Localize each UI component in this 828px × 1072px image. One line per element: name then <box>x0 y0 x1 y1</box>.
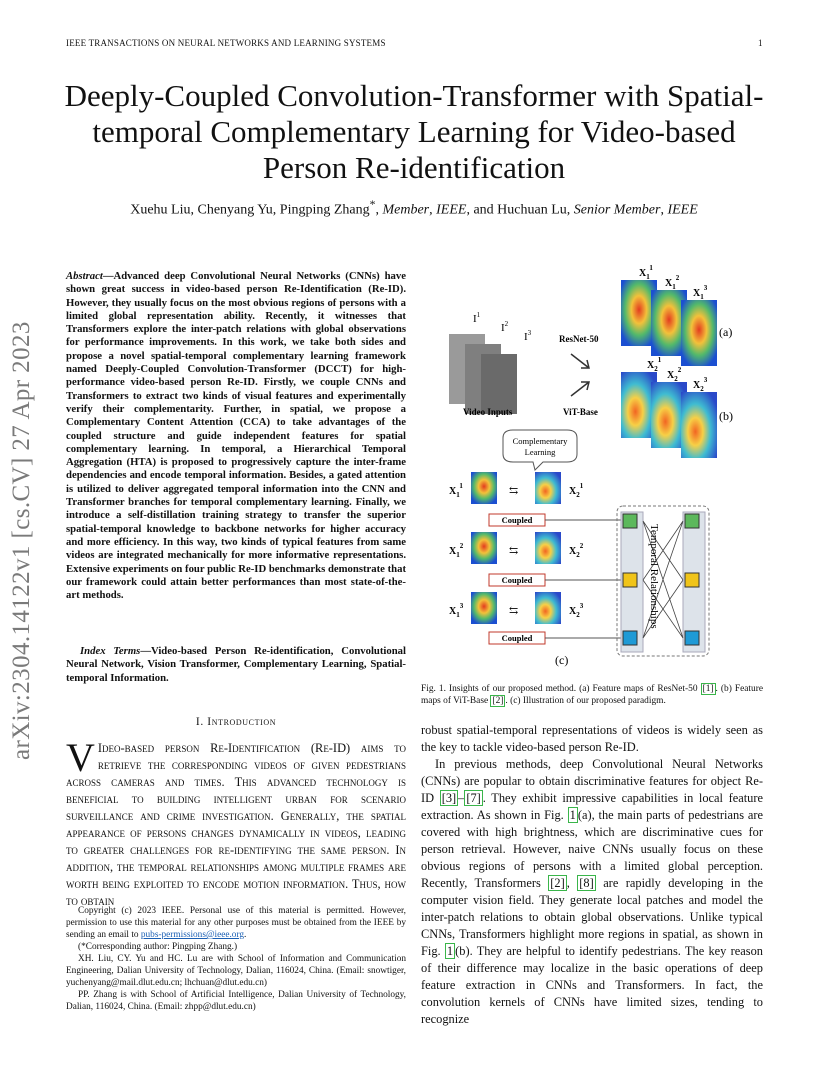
x13-label: $X_1^3$ <box>693 284 708 301</box>
frame-label-1: $I^1$ <box>473 311 481 325</box>
text-run: are rapidly developing in the computer vision field. They generate local patches and model the inter-patch relations to obtain global observations. Unlike typical CNNs, Transformers highlight more regions in spatial, as shown in Fig. <box>421 876 763 958</box>
copyright-note <box>66 905 406 941</box>
text-run: , <box>566 876 578 890</box>
row1-x1-label: $X_1^1$ <box>449 482 463 499</box>
row1-vit-map <box>535 472 561 504</box>
node-blue-right <box>685 631 699 645</box>
x11-label: $X_1^1$ <box>639 264 653 281</box>
coupled-label-1: Coupled <box>501 515 533 525</box>
row1-cnn-map <box>471 472 497 504</box>
abstract-lead: Abstract <box>66 270 103 282</box>
index-terms-text: —Video-based Person Re-identification, Convolutional Neural Network, Vision Transformer, Complementary Learning, Spatial-temporal Information. <box>66 645 406 684</box>
row2-cnn-map <box>471 532 497 564</box>
video-inputs-label: Video Inputs <box>463 407 513 417</box>
right-column-text <box>421 722 763 1028</box>
vit-arrow-icon <box>571 382 589 396</box>
vit-label: ViT-Base <box>563 407 598 417</box>
abstract-text: —Advanced deep Convolutional Neural Networks (CNNs) have shown great success in video-based person Re-Identification (Re-ID). However, they usually focus on the most obvious regions of persons with a limited global representation ability. Recently, it witnesses that Transformers explore the inter-patch relations with global observations for performance improvements. In this work, we take both sides and propose a novel spatial-temporal complementary learning framework named Deeply-Coupled Convolution-Transformer (DCCT) for high-performance video-based person Re-ID. Firstly, we couple CNNs and Transformers to extract two kinds of visual features and experimentally verify their complementarity. Further, in spatial, we propose a Complementary Content Attention (CCA) to take advantages of the coupled structure and guide independent features for spatial complementary learning. In temporal, a Hierarchical Temporal Aggregation (HTA) is proposed to progressively capture the inter-frame dependencies and encode temporal information. Besides, a gated attention is utilized to deliver aggregated temporal information into the CNN and Transformer branches for temporal complementary learning. Finally, we introduce a self-distillation training strategy to transfer the superior spatial-temporal knowledge to backbone networks for higher accuracy and more efficiency. In this way, two kinds of typical features from same videos are integrated mechanically for more informative representations. Extensive experiments on four public Re-ID benchmarks demonstrate that our framework could attain better performances than most state-of-the-art methods. <box>66 270 407 602</box>
caption-text: . (b) Feature maps of ViT-Base <box>421 684 764 706</box>
authors-sep: , <box>660 202 668 218</box>
frame-label-3: $I^3$ <box>524 329 532 343</box>
ref-link[interactable]: [7] <box>466 791 481 805</box>
node-blue-left <box>623 631 637 645</box>
node-green-left <box>623 514 637 528</box>
text-run: – <box>458 791 465 805</box>
ref-link[interactable]: [2] <box>492 696 504 706</box>
running-header: IEEE TRANSACTIONS ON NEURAL NETWORKS AND LEARNING SYSTEMS <box>66 38 386 48</box>
row2-x2-label: $X_2^2$ <box>569 542 584 559</box>
paragraph <box>421 756 763 1028</box>
corresponding-star: * <box>369 198 376 211</box>
page-number: 1 <box>758 38 763 48</box>
row3-x1-label: $X_1^3$ <box>449 602 464 619</box>
node-green-right <box>685 514 699 528</box>
section-heading <box>66 716 406 728</box>
resnet-label: ResNet-50 <box>559 334 599 344</box>
text-run: (b). They are helpful to identify pedestrians. The key reason of their difference may localize in the basic operations of deep feature extraction in CNNs and Transformers. In fact, the convolution kernels of CNNs have limited sizes, tending to recognize <box>421 944 763 1026</box>
figure-link[interactable]: 1 <box>569 808 576 822</box>
x23-label: $X_2^3$ <box>693 376 708 393</box>
senior-member-title: Senior Member <box>573 202 661 218</box>
author-list <box>60 198 768 219</box>
authors-sep: , <box>375 202 383 218</box>
figure-link[interactable]: 1 <box>446 944 454 958</box>
text-run: In previous methods, deep Convolutional Neural Networks (CNNs) are popular to obtain discriminative features for object Re-ID <box>421 757 763 805</box>
section-title: I. Introduction <box>195 716 277 728</box>
x12-label: $X_1^2$ <box>665 274 680 291</box>
paper-title: Deeply-Coupled Convolution-Transformer with Spatial-temporal Complementary Learning for Video-based Person Re-identification <box>64 78 764 185</box>
text-run: (a), the main parts of pedestrians are covered with high brightness, which are discriminative cues for person retrieval. However, naive CNNs usually focus on these obvious regions of persons with a limited global perception. Recently, Transformers <box>421 808 763 890</box>
figure-1 <box>421 262 763 672</box>
copyright-end: . <box>244 930 247 940</box>
caption-text: Fig. 1. Insights of our proposed method. (a) Feature maps of ResNet-50 <box>421 684 701 694</box>
video-input-frames <box>449 311 532 417</box>
resnet-arrow-icon <box>571 354 589 368</box>
row1-x2-label: $X_2^1$ <box>569 482 584 499</box>
index-terms-lead: Index Terms <box>80 645 141 657</box>
copyright-text: Copyright (c) 2023 IEEE. Personal use of this material is permitted. However, permission to use this material for any other purposes must be obtained from the IEEE by sending an email to <box>66 906 406 940</box>
ref-link[interactable]: [8] <box>579 876 594 890</box>
heatmap-b3 <box>681 392 717 458</box>
authors-part: , and Huchuan Lu, <box>466 202 574 218</box>
exchange-icon: ⇆ <box>509 485 519 497</box>
caption-text: . (c) Illustration of our proposed paradigm. <box>505 696 666 706</box>
row3-vit-map <box>535 592 561 624</box>
ref-link[interactable]: [3] <box>441 791 457 805</box>
paragraph: robust spatial-temporal representations of videos is widely seen as the key to tackle video-based person Re-ID. <box>421 723 763 754</box>
frame-label-2: $I^2$ <box>501 320 509 334</box>
learning-label: Learning <box>524 447 556 457</box>
row2-x1-label: $X_1^2$ <box>449 542 464 559</box>
arxiv-stamp: arXiv:2304.14122v1 [cs.CV] 27 Apr 2023 <box>8 321 35 760</box>
x21-label: $X_2^1$ <box>647 356 662 373</box>
row2-vit-map <box>535 532 561 564</box>
ieee-label: IEEE <box>667 202 698 218</box>
coupled-label-3: Coupled <box>501 633 533 643</box>
row3-cnn-map <box>471 592 497 624</box>
temporal-label: Temporal Relationships <box>648 524 660 629</box>
intro-text: Ideo-based person Re-Identification (Re-ID) aims to retrieve the corresponding videos of given pedestrians across cameras and times. This advanced technology is beneficial to building intelligent urban for scenario surveillance and crime investigation. Generally, the spatial appearance of persons changes dynamically in videos, leading to greater challenges for re-identifying the same person. In addition, the temporal relationships among multiple frames are worth being exploited to encode motion information. Thus, how to obtain <box>66 741 406 908</box>
index-terms <box>66 645 406 685</box>
intro-paragraph <box>66 735 406 910</box>
exchange-icon: ⇆ <box>509 605 519 617</box>
complementary-label: Complementary <box>512 436 568 446</box>
x22-label: $X_2^2$ <box>667 366 682 383</box>
ref-link[interactable]: [2] <box>550 876 565 890</box>
vit-feature-maps <box>621 356 733 458</box>
authors-sep: , <box>429 202 437 218</box>
ref-link[interactable]: [1] <box>702 684 714 694</box>
email-link[interactable]: pubs-permissions@ieee.org <box>140 930 245 940</box>
row3-x2-label: $X_2^3$ <box>569 602 584 619</box>
coupled-label-2: Coupled <box>501 575 533 585</box>
exchange-icon: ⇆ <box>509 545 519 557</box>
label-c: (c) <box>555 653 569 667</box>
frame-image-3 <box>481 354 517 414</box>
label-b: (b) <box>719 409 733 423</box>
corresponding-note: (*Corresponding author: Pingping Zhang.) <box>78 942 238 952</box>
abstract <box>66 270 406 602</box>
figure-caption <box>421 683 763 707</box>
dropcap: V <box>66 735 95 780</box>
node-yellow-left <box>623 573 637 587</box>
affiliation-1: XH. Liu, CY. Yu and HC. Lu are with School of Information and Communication Engineering, Dalian University of Technology, Dalian, 116024, China. (Email: snowtiger, yuchenyang@mail.dlut.edu.cn; lhchuan@dlut.edu.cn) <box>66 954 406 988</box>
paradigm-diagram <box>449 430 709 667</box>
member-title: Member <box>382 202 430 218</box>
footnotes <box>66 905 406 1013</box>
resnet-feature-maps <box>621 264 732 366</box>
text-run: . They exhibit impressive capabilities in local feature extraction. As shown in Fig. <box>421 791 763 822</box>
affiliation-2: PP. Zhang is with School of Artificial Intelligence, Dalian University of Technology, Dalian, 116024, China. (Email: zhpp@dlut.edu.cn) <box>66 990 406 1012</box>
authors-part: Xuehu Liu, Chenyang Yu, Pingping Zhang <box>130 202 370 218</box>
label-a: (a) <box>719 325 733 339</box>
heatmap-a3 <box>681 300 717 366</box>
ieee-label: IEEE <box>436 202 467 218</box>
node-yellow-right <box>685 573 699 587</box>
